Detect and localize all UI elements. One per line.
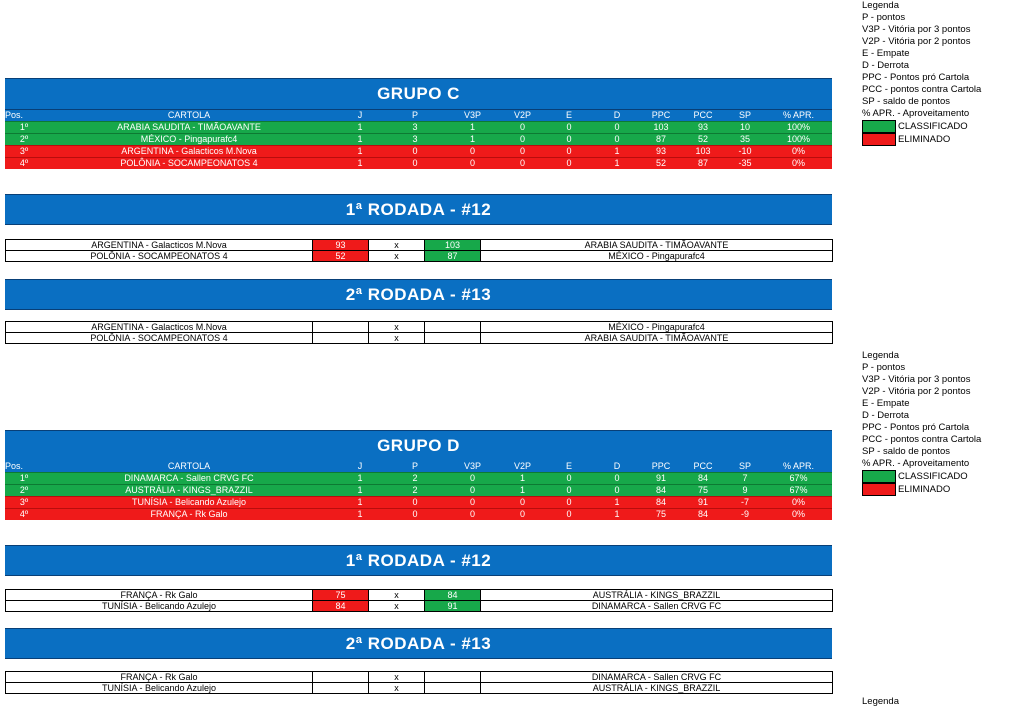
standings-cell: 9 [725, 485, 765, 497]
match-versus: x [369, 672, 425, 683]
column-header: CARTOLA [43, 461, 335, 473]
legend-line: P - pontos [862, 12, 906, 23]
standings-cell: 1 [335, 134, 385, 146]
group-d-round2-matches [5, 671, 833, 694]
legend-line: PPC - Pontos pró Cartola [862, 422, 970, 433]
standings-cell: 75 [641, 509, 681, 521]
legend-title: Legenda [862, 350, 899, 361]
standings-cell: 67% [765, 473, 832, 485]
standings-cell: 0 [500, 122, 545, 134]
legend-classified [862, 120, 981, 133]
legend-line: V2P - Vitória por 2 pontos [862, 386, 971, 397]
standings-cell: 2 [385, 473, 445, 485]
standings-cell: 1º [5, 473, 43, 485]
standings-cell: 0 [593, 485, 641, 497]
standings-cell: 1 [593, 158, 641, 170]
standings-cell: 0 [385, 158, 445, 170]
standings-cell: 0% [765, 146, 832, 158]
standings-cell: 1º [5, 122, 43, 134]
match-away-team: AUSTRÁLIA - KINGS_BRAZZIL [481, 683, 833, 694]
standings-cell: 0 [445, 146, 500, 158]
standings-cell: 0% [765, 497, 832, 509]
standings-cell: -7 [725, 497, 765, 509]
match-away-team: MÉXICO - Pingapurafc4 [481, 251, 833, 262]
match-row [6, 333, 833, 344]
column-header: SP [725, 110, 765, 122]
standings-cell: 0 [445, 497, 500, 509]
match-home-score: 84 [313, 601, 369, 612]
standings-cell: 0 [445, 509, 500, 521]
column-header: P [385, 110, 445, 122]
column-header: CARTOLA [43, 110, 335, 122]
column-header: SP [725, 461, 765, 473]
match-home-score [313, 683, 369, 694]
standings-cell: 1 [445, 122, 500, 134]
standings-cell: 0 [545, 146, 593, 158]
standings-cell: 0 [385, 509, 445, 521]
legend-lines [862, 362, 981, 470]
standings-cell: 0 [500, 509, 545, 521]
match-home-score: 93 [313, 240, 369, 251]
standings-header-row [5, 110, 832, 122]
standings-cell: ARABIA SAUDITA - TIMÃOAVANTE [43, 122, 335, 134]
column-header: D [593, 110, 641, 122]
match-away-team: ARABIA SAUDITA - TIMÃOAVANTE [481, 333, 833, 344]
standings-cell: 0 [500, 134, 545, 146]
standings-row [5, 146, 832, 158]
standings-cell: 1 [335, 122, 385, 134]
column-header: PCC [681, 110, 725, 122]
group-c-round2-matches [5, 321, 833, 344]
group-c-round1-matches [5, 239, 833, 262]
match-row [6, 601, 833, 612]
standings-cell: 91 [641, 473, 681, 485]
classified-label: CLASSIFICADO [898, 121, 968, 133]
legend-line: V2P - Vitória por 2 pontos [862, 36, 971, 47]
legend-eliminated [862, 483, 981, 496]
standings-cell: 4º [5, 509, 43, 521]
match-versus: x [369, 240, 425, 251]
legend-line: PCC - pontos contra Cartola [862, 434, 982, 445]
legend-line: PPC - Pontos pró Cartola [862, 72, 970, 83]
standings-row [5, 497, 832, 509]
match-home-score: 75 [313, 590, 369, 601]
column-header: E [545, 461, 593, 473]
column-header: V2P [500, 110, 545, 122]
column-header: P [385, 461, 445, 473]
eliminated-label: ELIMINADO [898, 134, 951, 146]
standings-cell: 0 [500, 497, 545, 509]
standings-cell: 1 [500, 473, 545, 485]
standings-cell: 93 [641, 146, 681, 158]
standings-cell: 52 [641, 158, 681, 170]
match-home-team: FRANÇA - Rk Galo [6, 590, 313, 601]
standings-cell: POLÔNIA - SOCAMPEONATOS 4 [43, 158, 335, 170]
standings-cell: 1 [500, 485, 545, 497]
match-home-team: TUNÍSIA - Belicando Azulejo [6, 683, 313, 694]
standings-cell: 0% [765, 158, 832, 170]
legend-partial: Legenda [862, 696, 899, 707]
column-header: PPC [641, 461, 681, 473]
group-d-standings [5, 461, 832, 520]
legend-title: Legenda [862, 0, 899, 11]
standings-cell: 1 [335, 485, 385, 497]
standings-cell: 1 [335, 146, 385, 158]
match-row [6, 590, 833, 601]
group-c-round1-title: 1ª RODADA - #12 [5, 194, 832, 225]
match-versus: x [369, 601, 425, 612]
match-away-score: 103 [425, 240, 481, 251]
match-away-score [425, 683, 481, 694]
match-home-team: POLÔNIA - SOCAMPEONATOS 4 [6, 251, 313, 262]
column-header: E [545, 110, 593, 122]
legend-line: D - Derrota [862, 410, 909, 421]
match-home-score [313, 333, 369, 344]
legend-top [862, 0, 981, 146]
match-row [6, 683, 833, 694]
standings-cell: 0 [445, 158, 500, 170]
legend-line: P - pontos [862, 362, 906, 373]
standings-cell: 0 [445, 485, 500, 497]
column-header: V3P [445, 110, 500, 122]
standings-cell: 0 [500, 158, 545, 170]
standings-cell: 3º [5, 146, 43, 158]
standings-cell: -35 [725, 158, 765, 170]
standings-row [5, 485, 832, 497]
legend-line: E - Empate [862, 48, 910, 59]
group-c-standings [5, 110, 832, 169]
standings-cell: 93 [681, 122, 725, 134]
classified-swatch [862, 120, 896, 133]
column-header: PPC [641, 110, 681, 122]
standings-row [5, 509, 832, 521]
group-c-title: GRUPO C [5, 78, 832, 110]
column-header: J [335, 110, 385, 122]
standings-cell: -10 [725, 146, 765, 158]
standings-cell: TUNÍSIA - Belicando Azulejo [43, 497, 335, 509]
standings-cell: 52 [681, 134, 725, 146]
legend-line: PCC - pontos contra Cartola [862, 84, 982, 95]
standings-cell: 0 [545, 122, 593, 134]
match-away-team: DINAMARCA - Sallen CRVG FC [481, 601, 833, 612]
match-home-score [313, 672, 369, 683]
classified-label: CLASSIFICADO [898, 471, 968, 483]
column-header: Pos. [5, 110, 43, 122]
standings-cell: 0 [445, 473, 500, 485]
standings-cell: 100% [765, 134, 832, 146]
match-row [6, 240, 833, 251]
group-d-title: GRUPO D [5, 430, 832, 462]
legend-classified [862, 470, 981, 483]
match-home-team: ARGENTINA - Galacticos M.Nova [6, 322, 313, 333]
match-versus: x [369, 333, 425, 344]
standings-cell: 2 [385, 485, 445, 497]
standings-cell: 1 [445, 134, 500, 146]
standings-cell: 0 [500, 146, 545, 158]
match-row [6, 251, 833, 262]
standings-cell: 0 [545, 158, 593, 170]
legend-bottom [862, 350, 981, 496]
standings-cell: 0 [385, 497, 445, 509]
standings-cell: 7 [725, 473, 765, 485]
standings-cell: 87 [681, 158, 725, 170]
standings-cell: 2º [5, 485, 43, 497]
legend-line: SP - saldo de pontos [862, 96, 951, 107]
match-versus: x [369, 590, 425, 601]
standings-cell: 3 [385, 134, 445, 146]
standings-cell: 87 [641, 134, 681, 146]
standings-cell: 1 [593, 509, 641, 521]
match-home-team: FRANÇA - Rk Galo [6, 672, 313, 683]
column-header: Pos. [5, 461, 43, 473]
standings-cell: AUSTRÁLIA - KINGS_BRAZZIL [43, 485, 335, 497]
standings-cell: 0 [593, 134, 641, 146]
standings-cell: 84 [641, 497, 681, 509]
standings-cell: 1 [593, 497, 641, 509]
standings-row [5, 473, 832, 485]
standings-cell: 0 [545, 497, 593, 509]
match-versus: x [369, 322, 425, 333]
match-away-score [425, 322, 481, 333]
standings-cell: 0 [593, 122, 641, 134]
column-header: V3P [445, 461, 500, 473]
standings-cell: 67% [765, 485, 832, 497]
legend-line: D - Derrota [862, 60, 909, 71]
legend-eliminated [862, 133, 981, 146]
legend-lines [862, 12, 981, 120]
legend-line: SP - saldo de pontos [862, 446, 951, 457]
match-away-score: 84 [425, 590, 481, 601]
match-away-team: MÉXICO - Pingapurafc4 [481, 322, 833, 333]
standings-cell: 3º [5, 497, 43, 509]
match-row [6, 322, 833, 333]
standings-cell: 0 [545, 134, 593, 146]
standings-cell: 84 [681, 509, 725, 521]
legend-line: % APR. - Aproveitamento [862, 108, 970, 119]
legend-line: E - Empate [862, 398, 910, 409]
match-away-team: AUSTRÁLIA - KINGS_BRAZZIL [481, 590, 833, 601]
eliminated-label: ELIMINADO [898, 484, 951, 496]
legend-line: % APR. - Aproveitamento [862, 458, 970, 469]
standings-cell: 0 [545, 509, 593, 521]
match-home-team: ARGENTINA - Galacticos M.Nova [6, 240, 313, 251]
eliminated-swatch [862, 133, 896, 146]
standings-cell: MÉXICO - Pingapurafc4 [43, 134, 335, 146]
standings-row [5, 134, 832, 146]
match-away-score [425, 333, 481, 344]
standings-cell: 84 [641, 485, 681, 497]
standings-header-row [5, 461, 832, 473]
standings-cell: 0 [385, 146, 445, 158]
standings-cell: 35 [725, 134, 765, 146]
standings-cell: 91 [681, 497, 725, 509]
group-d-round2-title: 2ª RODADA - #13 [5, 628, 832, 659]
standings-cell: 0 [545, 473, 593, 485]
standings-cell: DINAMARCA - Sallen CRVG FC [43, 473, 335, 485]
column-header: J [335, 461, 385, 473]
standings-cell: 1 [335, 473, 385, 485]
column-header: % APR. [765, 461, 832, 473]
standings-cell: -9 [725, 509, 765, 521]
group-d-round1-title: 1ª RODADA - #12 [5, 545, 832, 576]
column-header: D [593, 461, 641, 473]
match-home-score: 52 [313, 251, 369, 262]
standings-cell: 2º [5, 134, 43, 146]
standings-cell: 84 [681, 473, 725, 485]
standings-cell: 1 [593, 146, 641, 158]
standings-cell: 103 [641, 122, 681, 134]
column-header: PCC [681, 461, 725, 473]
legend-line: V3P - Vitória por 3 pontos [862, 24, 971, 35]
standings-cell: 1 [335, 158, 385, 170]
standings-cell: 75 [681, 485, 725, 497]
standings-cell: 0% [765, 509, 832, 521]
match-away-score: 91 [425, 601, 481, 612]
standings-cell: 103 [681, 146, 725, 158]
standings-cell: 1 [335, 497, 385, 509]
standings-row [5, 122, 832, 134]
standings-cell: FRANÇA - Rk Galo [43, 509, 335, 521]
match-away-team: ARABIA SAUDITA - TIMÃOAVANTE [481, 240, 833, 251]
standings-cell: ARGENTINA - Galacticos M.Nova [43, 146, 335, 158]
column-header: % APR. [765, 110, 832, 122]
match-home-score [313, 322, 369, 333]
standings-cell: 1 [335, 509, 385, 521]
standings-cell: 0 [593, 473, 641, 485]
standings-cell: 4º [5, 158, 43, 170]
standings-cell: 100% [765, 122, 832, 134]
standings-row [5, 158, 832, 170]
match-away-score [425, 672, 481, 683]
match-row [6, 672, 833, 683]
match-home-team: TUNÍSIA - Belicando Azulejo [6, 601, 313, 612]
group-d-round1-matches [5, 589, 833, 612]
legend-line: V3P - Vitória por 3 pontos [862, 374, 971, 385]
standings-cell: 0 [545, 485, 593, 497]
match-home-team: POLÔNIA - SOCAMPEONATOS 4 [6, 333, 313, 344]
column-header: V2P [500, 461, 545, 473]
match-away-team: DINAMARCA - Sallen CRVG FC [481, 672, 833, 683]
classified-swatch [862, 470, 896, 483]
eliminated-swatch [862, 483, 896, 496]
match-versus: x [369, 251, 425, 262]
match-away-score: 87 [425, 251, 481, 262]
match-versus: x [369, 683, 425, 694]
group-c-round2-title: 2ª RODADA - #13 [5, 279, 832, 310]
standings-cell: 10 [725, 122, 765, 134]
standings-cell: 3 [385, 122, 445, 134]
